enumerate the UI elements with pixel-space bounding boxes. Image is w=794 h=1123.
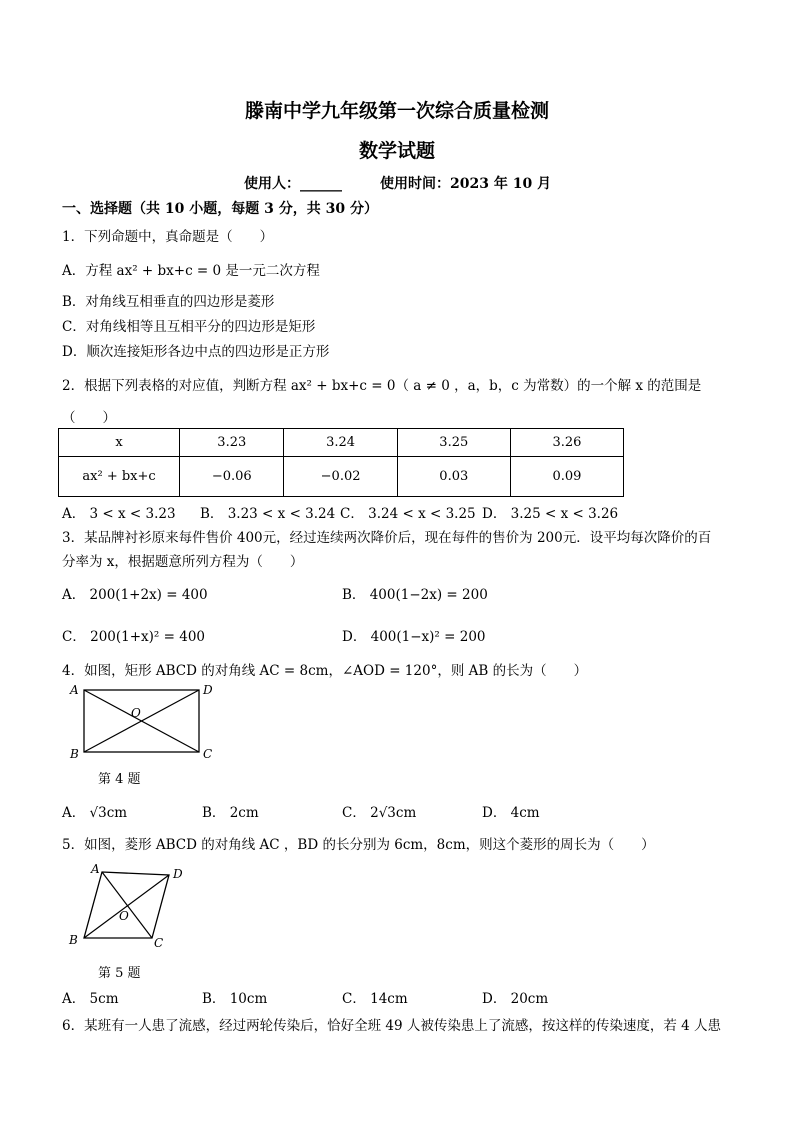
user-label: 使用人：______ <box>244 176 342 192</box>
q5-caption: 第 5 题 <box>98 966 141 981</box>
q2-value-table <box>58 428 624 497</box>
section-title: 一、选择题（共 10 小题，每题 3 分，共 30 分） <box>62 201 378 217</box>
page-title: 滕南中学九年级第一次综合质量检测 <box>244 100 549 122</box>
table-head-cell: 3.25 <box>397 429 510 457</box>
vertex-label-d: D <box>203 683 213 697</box>
vertex-label-a: A <box>91 862 100 876</box>
table-cell: 0.03 <box>397 457 510 497</box>
q3-option-c: C． 200(1+x)² = 400 <box>62 629 206 645</box>
q1-option-b: B．对角线互相垂直的四边形是菱形 <box>62 294 275 310</box>
vertex-label-c: C <box>203 747 213 761</box>
vertex-label-b: B <box>69 933 78 947</box>
center-label-o: O <box>119 909 129 923</box>
time-label: 使用时间：2023 年 10 月 <box>380 176 552 192</box>
table-head-cell: 3.24 <box>284 429 397 457</box>
table-cell: 0.09 <box>510 457 623 497</box>
q2-option-c: C． 3.24 < x < 3.25 <box>340 506 476 522</box>
q1-option-a: A．方程 ax² + bx+c = 0 是一元二次方程 <box>62 263 320 279</box>
page-subtitle: 数学试题 <box>358 140 435 162</box>
q4-rectangle-figure <box>66 680 216 765</box>
q2-paren: （ ） <box>62 410 116 426</box>
table-head-cell: 3.23 <box>180 429 284 457</box>
q4-option-d: D． 4cm <box>482 805 540 821</box>
table-head-cell: 3.26 <box>510 429 623 457</box>
q1-stem: 1．下列命题中，真命题是（ ） <box>62 229 274 245</box>
q2-stem: 2．根据下列表格的对应值，判断方程 ax² + bx+c = 0（ a ≠ 0 ，a，b，c 为常数）的一个解 x 的范围是 <box>62 378 702 394</box>
q1-option-c: C．对角线相等且互相平分的四边形是矩形 <box>62 319 316 335</box>
q3-option-b: B． 400(1−2x) = 200 <box>342 587 488 603</box>
q5-option-a: A． 5cm <box>62 991 119 1007</box>
q4-option-c: C． 2√3cm <box>342 805 417 821</box>
table-cell: −0.02 <box>284 457 397 497</box>
q3-stem-line1: 3．某品牌衬衫原来每件售价 400元，经过连续两次降价后，现在每件的售价为 200元．设平均每次降价的百 <box>62 530 712 546</box>
q4-option-b: B． 2cm <box>202 805 259 821</box>
vertex-label-c: C <box>154 936 164 950</box>
vertex-label-d: D <box>173 867 183 881</box>
q4-stem: 4．如图，矩形 ABCD 的对角线 AC = 8cm，∠AOD = 120°，则 AB 的长为（ ） <box>62 663 588 679</box>
q5-rhombus-figure <box>64 858 194 950</box>
q1-option-d: D．顺次连接矩形各边中点的四边形是正方形 <box>62 344 330 360</box>
q5-option-d: D． 20cm <box>482 991 549 1007</box>
q2-option-d: D． 3.25 < x < 3.26 <box>482 506 619 522</box>
table-row-label: ax² + bx+c <box>59 457 180 497</box>
q2-option-a: A． 3 < x < 3.23 <box>62 506 176 522</box>
vertex-label-a: A <box>70 683 79 697</box>
q5-option-b: B． 10cm <box>202 991 268 1007</box>
diagonal-ac <box>102 872 152 938</box>
q3-stem-line2: 分率为 x，根据题意所列方程为（ ） <box>62 554 304 570</box>
center-label-o: O <box>131 706 141 720</box>
q5-stem: 5．如图，菱形 ABCD 的对角线 AC ，BD 的长分别为 6cm，8cm，则这个菱形的周长为（ ） <box>62 837 655 853</box>
table-head-x: x <box>59 429 180 457</box>
diagonal-bd <box>84 875 169 938</box>
q3-option-d: D． 400(1−x)² = 200 <box>342 629 486 645</box>
q4-option-a: A． √3cm <box>62 805 128 821</box>
q3-option-a: A． 200(1+2x) = 400 <box>62 587 208 603</box>
table-cell: −0.06 <box>180 457 284 497</box>
q4-caption: 第 4 题 <box>98 772 141 787</box>
q6-stem: 6．某班有一人患了流感，经过两轮传染后，恰好全班 49 人被传染患上了流感，按这样的传染速度，若 4 人患 <box>62 1018 722 1034</box>
q2-option-b: B． 3.23 < x < 3.24 <box>200 506 336 522</box>
q5-option-c: C． 14cm <box>342 991 408 1007</box>
vertex-label-b: B <box>70 747 79 761</box>
